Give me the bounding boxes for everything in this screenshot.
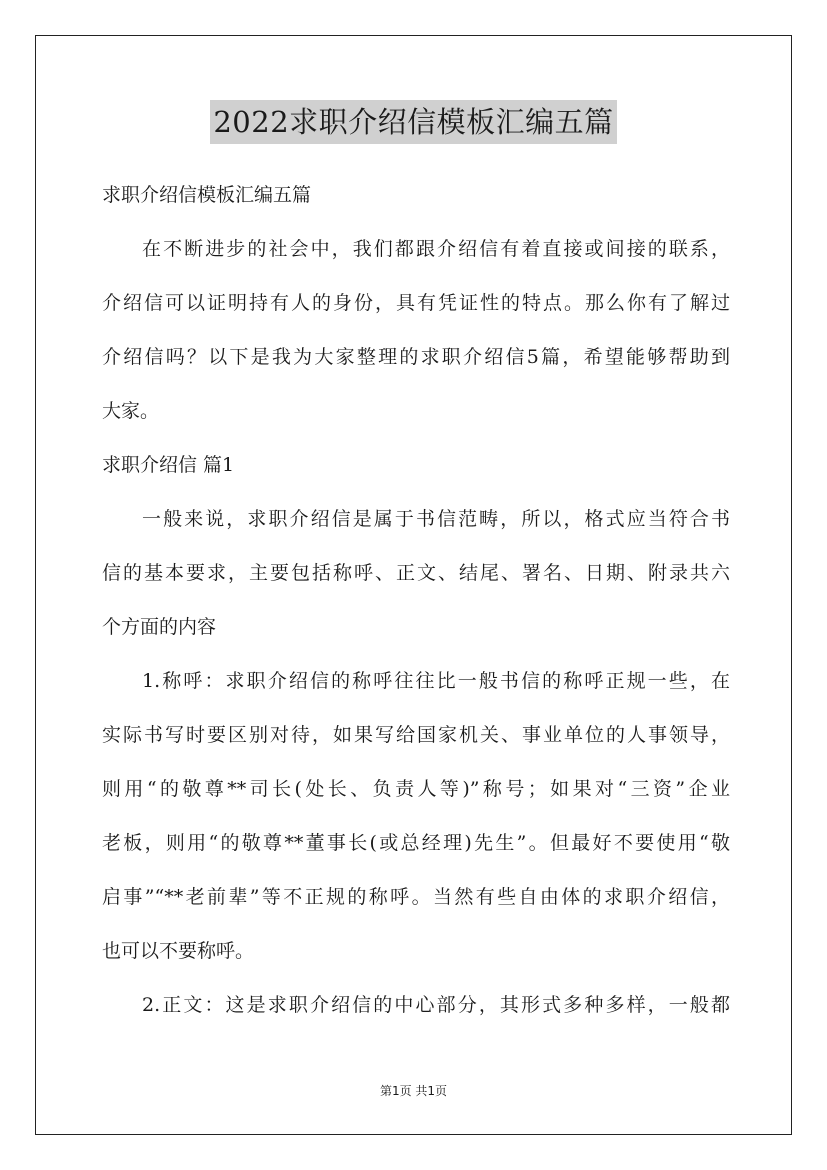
document-body (102, 168, 730, 1032)
text-line: 求职介绍信模板汇编五篇 (102, 184, 312, 206)
text-line: 实际书写时要区别对待，如果写给国家机关、事业单位的人事领导， (102, 724, 730, 746)
text-line: 1.称呼：求职介绍信的称呼往往比一般书信的称呼正规一些，在 (142, 670, 730, 692)
text-line: 2.正文：这是求职介绍信的中心部分，其形式多种多样，一般都 (142, 994, 730, 1016)
text-line: 求职介绍信 篇1 (102, 454, 235, 476)
text-line: 介绍信可以证明持有人的身份，具有凭证性的特点。那么你有了解过 (102, 292, 730, 314)
text-line: 个方面的内容 (102, 616, 217, 638)
text-line: 也可以不要称呼。 (102, 940, 255, 962)
text-line: 则用“的敬尊**司长(处长、负责人等)”称号；如果对“三资”企业 (102, 778, 730, 800)
title-container (0, 100, 827, 144)
page-footer: 第1页 共1页 (379, 1084, 448, 1098)
text-line: 大家。 (102, 400, 160, 422)
text-line: 在不断进步的社会中，我们都跟介绍信有着直接或间接的联系， (142, 238, 730, 260)
text-line: 老板，则用“的敬尊**董事长(或总经理)先生”。但最好不要使用“敬 (102, 832, 730, 854)
text-line: 介绍信吗？以下是我为大家整理的求职介绍信5篇，希望能够帮助到 (102, 346, 730, 368)
document-title: 2022求职介绍信模板汇编五篇 (210, 100, 616, 144)
text-line: 一般来说，求职介绍信是属于书信范畴，所以，格式应当符合书 (142, 508, 730, 530)
text-line: 启事”“**老前辈”等不正规的称呼。当然有些自由体的求职介绍信， (102, 886, 730, 908)
text-line: 信的基本要求，主要包括称呼、正文、结尾、署名、日期、附录共六 (102, 562, 730, 584)
